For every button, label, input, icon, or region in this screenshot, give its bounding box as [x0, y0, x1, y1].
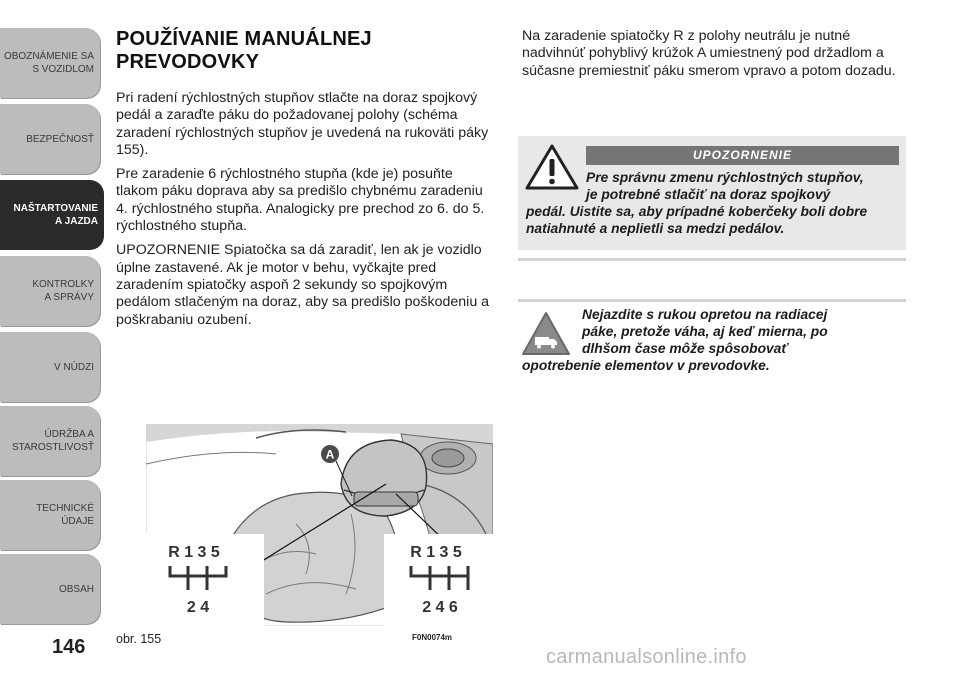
pattern-left-top: R 1 3 5 — [168, 544, 220, 561]
warning-box — [518, 136, 906, 250]
paragraph-reverse-note: UPOZORNENIE Spiatočka sa dá zaradiť, len ak je vozidlo úplne zastavené. Ak je motor v behu, vyčkajte pred zaradením spiatočky aspoň 2 sekundy so spojkovým pedálom stlačeným na doraz, aby sa predišlo poškodeniu a poškrabaniu ozubení. — [116, 242, 490, 328]
left-column — [116, 28, 492, 329]
warning-text: Pre správnu zmenu rýchlostných stupňov, je potrebné stlačiť na doraz spojkový pedál. Uistite sa, aby prípadné koberčeky boli dobre natiahnuté a neplietli sa medzi pedálov. — [526, 170, 868, 236]
tab-obsah[interactable]: OBSAH — [0, 554, 100, 624]
figure-caption: obr. 155 — [116, 632, 162, 646]
figure-155 — [116, 424, 496, 646]
caution-note — [518, 306, 906, 386]
tab-technicke-udaje[interactable]: TECHNICKÉ ÚDAJE — [0, 480, 100, 550]
page-number: 146 — [52, 636, 86, 658]
right-column — [522, 28, 912, 80]
divider — [518, 258, 906, 261]
tab-kontrolky[interactable]: KONTROLKY A SPRÁVY — [0, 256, 100, 326]
watermark: carmanualsonline.info — [546, 646, 747, 668]
chapter-tabs — [0, 0, 104, 640]
tab-bezpecnost[interactable]: BEZPEČNOSŤ — [0, 104, 100, 174]
pattern-right-top: R 1 3 5 — [410, 544, 462, 561]
tab-oboznamenie[interactable]: OBOZNÁMENIE SA S VOZIDLOM — [0, 28, 100, 98]
tab-nastartovanie[interactable]: NAŠTARTOVANIE A JAZDA — [0, 180, 104, 250]
section-title: POUŽÍVANIE MANUÁLNEJ PREVODOVKY — [116, 28, 372, 73]
pattern-left-bottom: 2 4 — [186, 599, 210, 616]
tab-udrzba[interactable]: ÚDRŽBA A STAROSTLIVOSŤ — [0, 406, 100, 476]
callout-a-label: A — [325, 447, 335, 462]
paragraph-shifting: Pri radení rýchlostných stupňov stlačte na doraz spojkový pedál a zaraďte páku do požadovanej polohy (schéma zaradení rýchlostných stupňov je uvedená na rukoväti páky 155). — [116, 90, 489, 158]
caution-text: Nejazdite s rukou opretou na radiacej páke, pretože váha, aj keď mierna, po dlhšom čase môže spôsobovať opotrebenie elementov v prevodovke. — [522, 307, 828, 373]
paragraph-reverse-gear: Na zaradenie spiatočky R z polohy neutrálu je nutné nadvihnúť pohyblivý krúžok A umiestnený pod držadlom a súčasne premiestniť páku smerom vpravo a potom dozadu. — [522, 28, 896, 79]
pattern-right-bottom: 2 4 6 — [422, 599, 458, 616]
divider — [518, 299, 906, 302]
figure-code: F0N0074m — [412, 633, 453, 642]
gear-lever-illustration — [146, 424, 493, 626]
tab-v-nudzi[interactable]: V NÚDZI — [0, 332, 100, 402]
paragraph-sixth-gear: Pre zaradenie 6 rýchlostného stupňa (kde je) posuňte tlakom páku doprava aby sa predišlo chybnému zaradeniu 4. rýchlostného stupňa. Analogicky pre prechod zo 6. do 5. rýchlostného stupňa. — [116, 166, 485, 235]
warning-header: UPOZORNENIE — [586, 146, 899, 165]
